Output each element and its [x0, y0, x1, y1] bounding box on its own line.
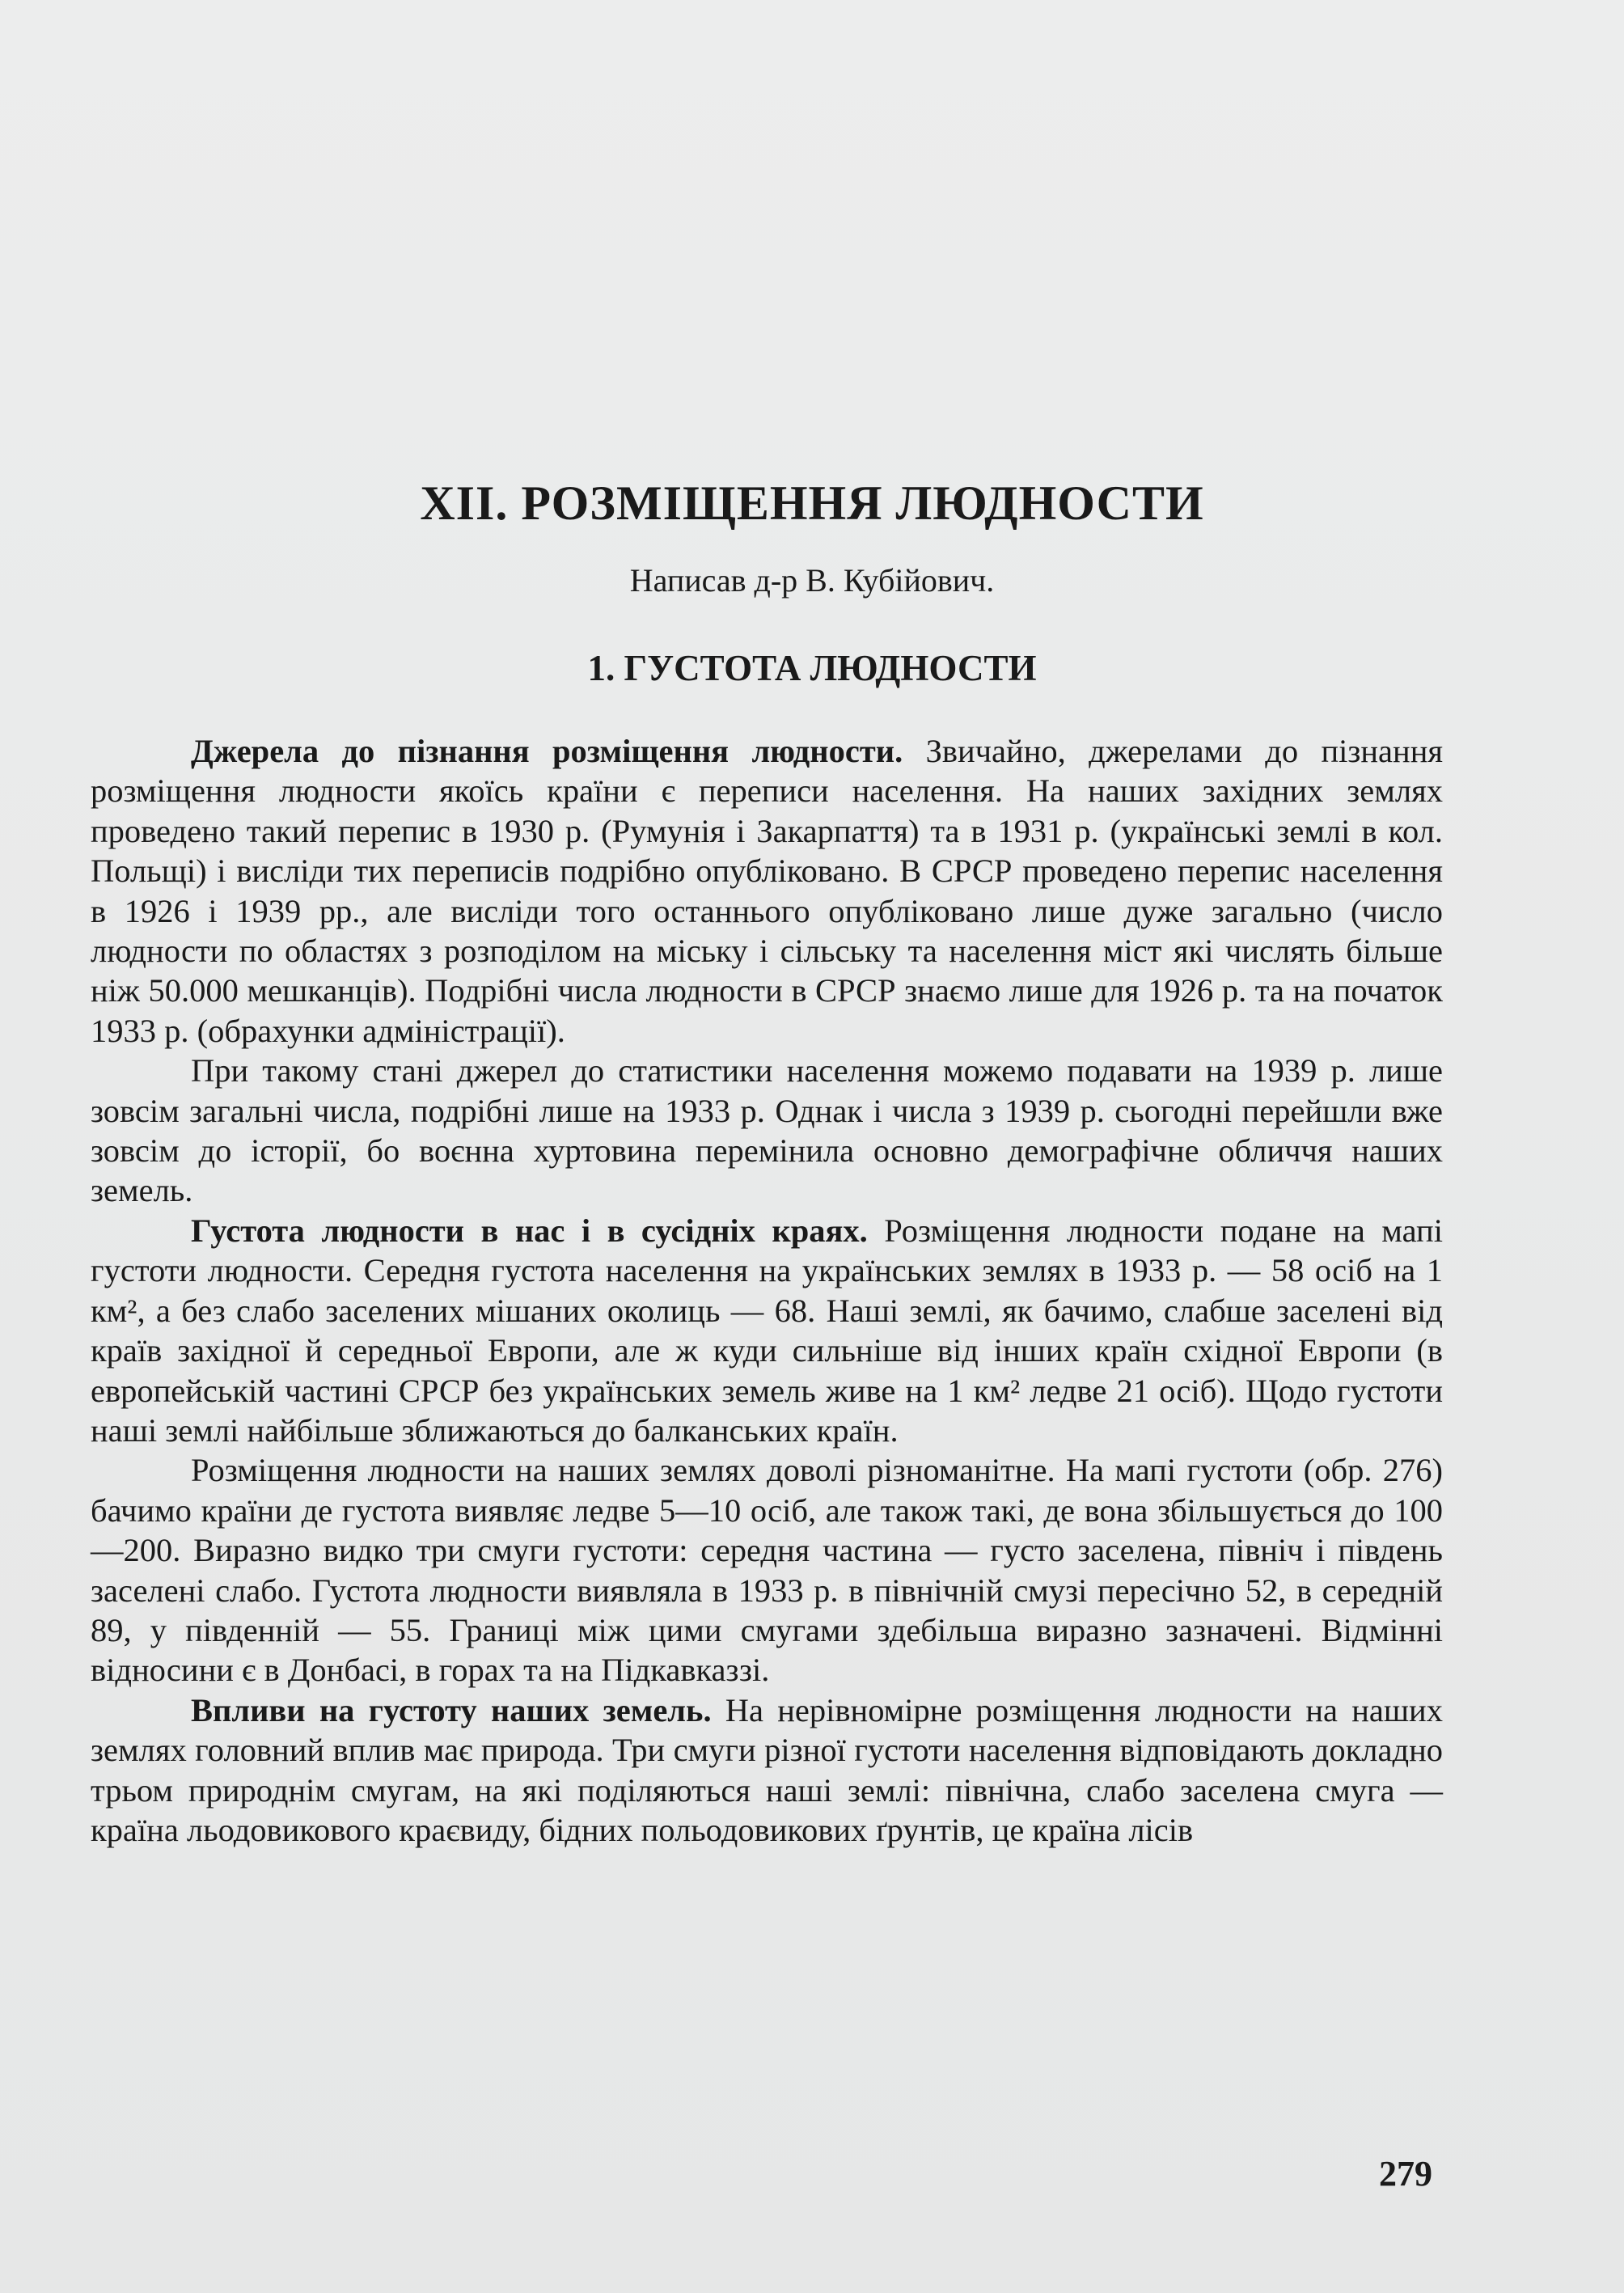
paragraph [91, 1690, 1443, 1851]
paragraph [91, 1450, 1443, 1690]
paragraph-text: Розміщення людности на наших землях доволі різноманітне. На мапі густоти (обр. 276) бачимо країни де густота виявляє ледве 5—10 осіб, але також такі, де вона збільшується до 100—200. Виразно видко три смуги густоти: середня частина — густо заселена, північ і південь заселені слабо. Густота людности виявляла в 1933 р. в північній смузі пересічно 52, в середній 89, у південній — 55. Границі між цими смугами здебільша виразно зазначені. Відмінні відносини є в Донбасі, в горах та на Підкавказзі. [91, 1452, 1443, 1689]
author-line: Написав д-р В. Кубійович. [629, 562, 995, 599]
paragraph [91, 731, 1443, 1051]
paragraph-heading: Густота людности в нас і в сусідніх краях. [191, 1212, 868, 1249]
paragraph-heading: Джерела до пізнання розміщення людности. [191, 733, 903, 769]
paragraph [91, 1051, 1443, 1211]
paragraph [91, 1211, 1443, 1450]
chapter-title: XII. РОЗМІЩЕННЯ ЛЮДНОСТИ [420, 476, 1204, 530]
paragraph-text: На нерівномірне розміщення людности на наших землях головний вплив має природа. Три смуги різної густоти населення відповідають докладно трьом природнім смугам, на які поділяються наші землі: північна, слабо заселена смуга — країна льодовикового краєвиду, бідних польодовикових ґрунтів, це країна лісів [91, 1691, 1443, 1848]
page-number: 279 [1379, 2154, 1432, 2194]
section-heading: 1. ГУСТОТА ЛЮДНОСТИ [587, 648, 1037, 688]
paragraph-text: Звичайно, джерелами до пізнання розміщення людности якоїсь країни є переписи населення. На наших західних землях проведено такий перепис в 1930 р. (Румунія і Закарпаття) та в 1931 р. (українські землі в кол. Польщі) і висліди тих переписів подрібно опубліковано. В СРСР проведено перепис населення в 1926 і 1939 рр., але висліди того останнього опубліковано лише дуже загально (число людности по областях з розподілом на міську і сільську та населення міст які числять більше ніж 50.000 мешканців). Подрібні числа людности в СРСР знаємо лише для 1926 р. та на початок 1933 р. (обрахунки адміністрації). [91, 733, 1443, 1049]
body-text [91, 731, 1443, 1850]
paragraph-heading: Впливи на густоту наших земель. [191, 1691, 712, 1728]
paragraph-text: Розміщення людности подане на мапі густоти людности. Середня густота населення на українських землях в 1933 р. — 58 осіб на 1 км², а без слабо заселених мішаних околиць — 68. Наші землі, як бачимо, слабше заселені від країв західної й середньої Европи, але ж куди сильніше від інших країн східної Европи (в европейській частині СРСР без українських земель живе на 1 км² ледве 21 осіб). Щодо густоти наші землі найбільше зближаються до балканських країн. [91, 1212, 1443, 1449]
paragraph-text: При такому стані джерел до статистики населення можемо подавати на 1939 р. лише зовсім загальні числа, подрібні лише на 1933 р. Однак і числа з 1939 р. сьогодні перейшли вже зовсім до історії, бо воєнна хуртовина перемінила основно демографічне обличчя наших земель. [91, 1052, 1443, 1209]
